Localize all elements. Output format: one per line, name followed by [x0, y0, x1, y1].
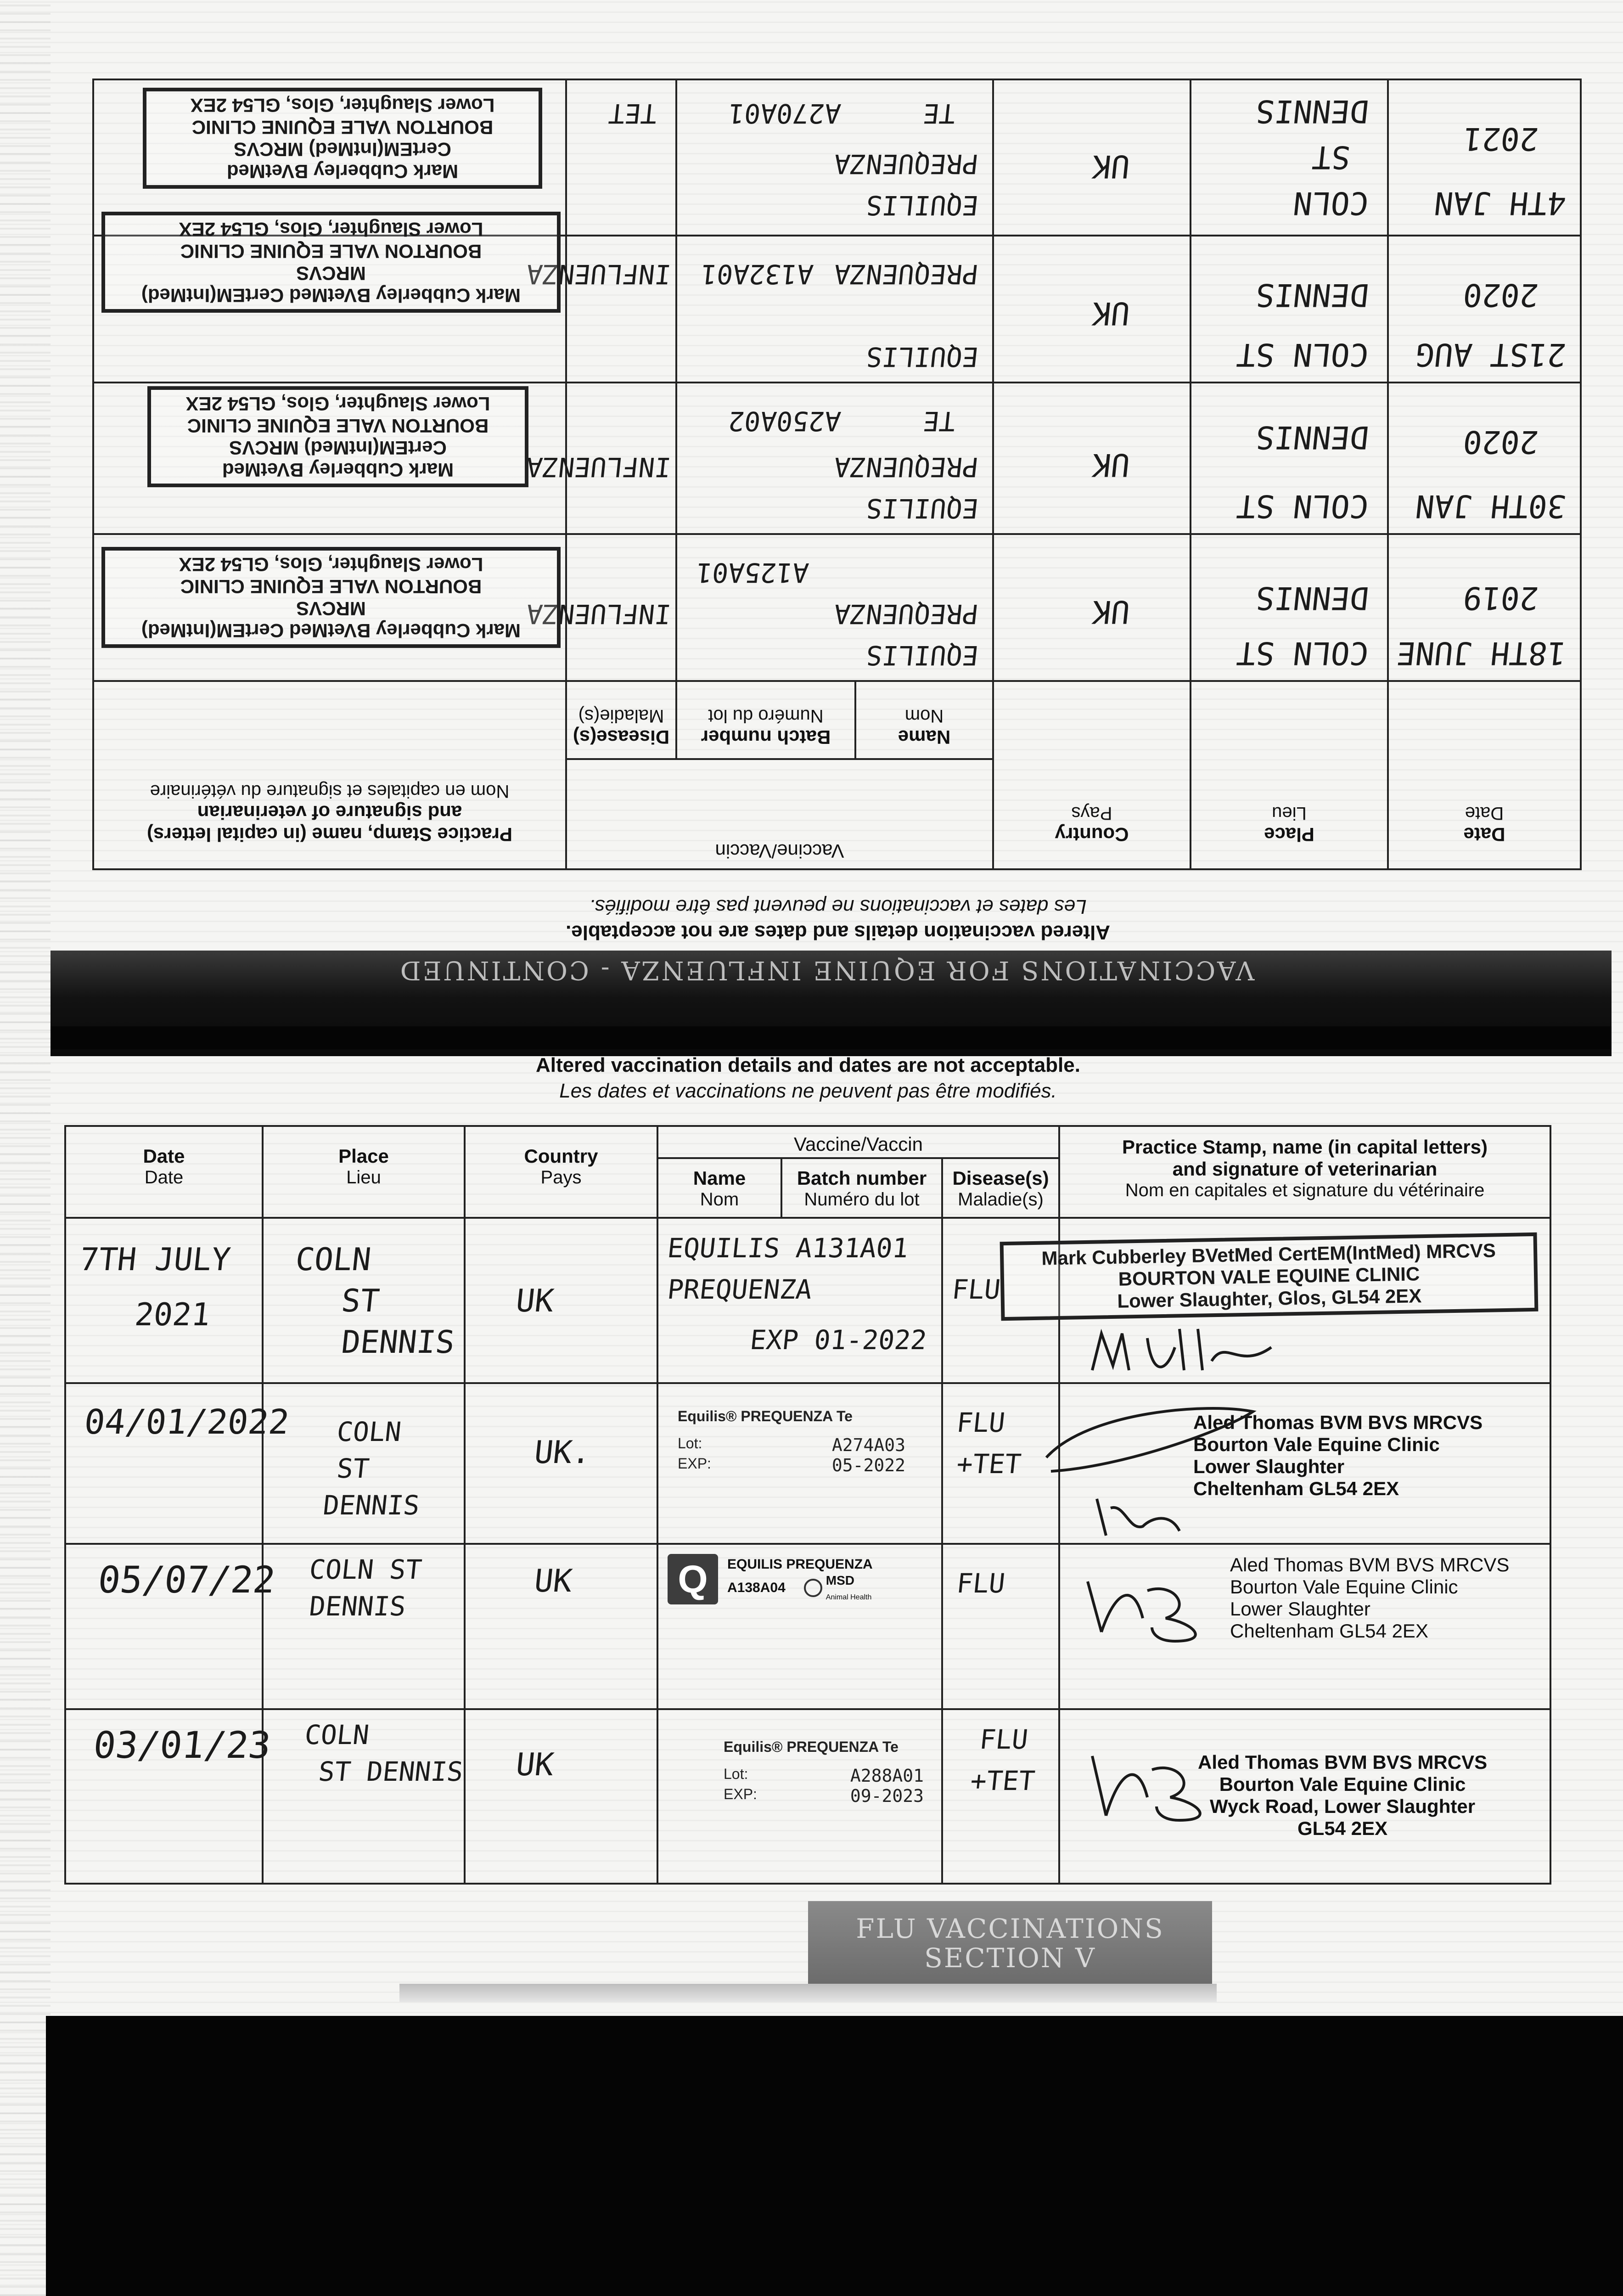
country-cell: UK [993, 79, 1191, 236]
vaccine-cell [657, 1383, 942, 1544]
header-practice: Practice Stamp, name (in capital letters) and signature of veterinarian Nom en capitales et signature du vétérinaire [1059, 1126, 1550, 1218]
date-cell: 18TH JUNE 2019 [1388, 534, 1581, 681]
top-page [94, 93, 1582, 870]
table-row [93, 236, 1581, 383]
place-cell: COLN ST DENNIS [1191, 383, 1388, 534]
place-cell: COLN ST DENNIS [263, 1544, 465, 1709]
scan-black-area [46, 2016, 1623, 2296]
bottom-vaccination-table [64, 1125, 1551, 1885]
header-disease: Disease(s) Maladie(s) [942, 1158, 1059, 1218]
top-vaccination-table [92, 79, 1582, 870]
header-country: Country Pays [993, 681, 1191, 869]
table-row [93, 534, 1581, 681]
stamp-cell [93, 79, 566, 236]
table-header-row [65, 1126, 1550, 1158]
disease-cell: FLU [942, 1218, 1059, 1383]
place-cell: COLN ST DENNIS [1191, 79, 1388, 236]
msd-logo-icon [804, 1579, 822, 1597]
date-cell: 04/01/2022 [65, 1383, 263, 1544]
header-name: Name Nom [657, 1158, 781, 1218]
table-row [65, 1544, 1550, 1709]
signature [1033, 1393, 1308, 1540]
header-date: Date Date [65, 1126, 263, 1218]
disease-cell: FLU [942, 1544, 1059, 1709]
disease-cell: INFLUENZA [566, 383, 676, 534]
disease-cell: TET [566, 79, 676, 236]
header-country: Country Pays [465, 1126, 657, 1218]
practice-stamp: Mark Cubberley BVetMed CertEM(IntMed) MRCVS BOURTON VALE EQUINE CLINIC Lower Slaughter, Glos, GL54 2EX [101, 212, 561, 313]
stamp-cell [1059, 1709, 1550, 1884]
banner-stripe [51, 1026, 1612, 1049]
date-cell: 03/01/23 [65, 1709, 263, 1884]
stamp-cell [1041, 1218, 1550, 1383]
country-cell: UK [465, 1709, 657, 1884]
vaccine-cell: EQUILIS PREQUENZA A125A01 [676, 534, 993, 681]
table-row [93, 383, 1581, 534]
page-fold-shadow [399, 1984, 1217, 2002]
vet-details: Aled Thomas BVM BVS MRCVS Bourton Vale Equine Clinic Lower Slaughter Cheltenham GL54 2EX [1193, 1412, 1483, 1499]
place-cell: COLN ST DENNIS [263, 1383, 465, 1544]
practice-stamp: Mark Cubberley BVetMed CertEM(IntMed) MRCVS BOURTON VALE EQUINE CLINIC Lower Slaughter, Glos, GL54 2EX [1000, 1232, 1539, 1321]
section-label: FLU VACCINATIONS SECTION V [808, 1901, 1212, 1988]
country-cell: UK [465, 1544, 657, 1709]
header-place: Place Lieu [1191, 681, 1388, 869]
stamp-cell [1059, 1544, 1550, 1709]
stamp-cell [93, 219, 566, 383]
place-cell: COLN ST DENNIS [1191, 534, 1388, 681]
table-header-row [93, 759, 1581, 869]
header-batch: Batch number Numéro du lot [781, 1158, 942, 1218]
vaccine-cell [657, 1709, 942, 1884]
vet-details: Aled Thomas BVM BVS MRCVS Bourton Vale Equine Clinic Wyck Road, Lower Slaughter GL54 2EX [1198, 1751, 1488, 1839]
signature [1074, 1554, 1230, 1646]
table-row [65, 1383, 1550, 1544]
q-logo-icon: Q [668, 1554, 718, 1604]
vaccine-label: Q EQUILIS PREQUENZA A138A04 MSD Animal Health [668, 1554, 873, 1604]
stamp-cell [93, 534, 566, 681]
vaccine-label: Equilis® PREQUENZA Te Lot: A274A03 EXP: 05-2022 [678, 1408, 905, 1475]
page-edge [0, 0, 51, 2296]
header-place: Place Lieu [263, 1126, 465, 1218]
date-cell: 7TH JULY 2021 [65, 1218, 263, 1383]
stamp-cell [1059, 1383, 1550, 1544]
country-cell: UK. [465, 1383, 657, 1544]
date-cell: 30TH JAN 2020 [1388, 383, 1581, 534]
country-cell: UK [465, 1218, 657, 1383]
practice-stamp: Mark Cubberley BVetMed CertEM(IntMed) MRCVS BOURTON VALE EQUINE CLINIC Lower Slaughter, Glos, GL54 2EX [101, 547, 561, 648]
stamp-cell [93, 383, 566, 534]
date-cell: 05/07/22 [65, 1544, 263, 1709]
practice-stamp: Mark Cubberley BVetMed CertEM(IntMed) MRCVS BOURTON VALE EQUINE CLINIC Lower Slaughter, Glos, GL54 2EX [143, 88, 542, 189]
country-cell: UK [993, 236, 1191, 383]
header-date: Date Date [1388, 681, 1581, 869]
header-disease: Disease(s) Maladie(s) [566, 681, 676, 759]
disease-cell: INFLUENZA [566, 236, 676, 383]
banner-title: VACCINATIONS FOR EQUINE INFLUENZA - CONTINUED [398, 955, 1255, 985]
place-cell: COLN ST DENNIS [263, 1709, 465, 1884]
header-vaccine: Vaccine/Vaccin [566, 759, 993, 869]
header-name: Name Nom [855, 681, 993, 759]
signature [1088, 1320, 1299, 1384]
practice-stamp: Mark Cubberley BVetMed CertEM(IntMed) MRCVS BOURTON VALE EQUINE CLINIC Lower Slaughter, Glos, GL54 2EX [147, 386, 528, 487]
table-row [65, 1218, 1550, 1383]
place-cell: COLN ST DENNIS [263, 1218, 465, 1383]
disease-cell: FLU +TET [942, 1383, 1059, 1544]
place-cell: COLN ST DENNIS [1191, 236, 1388, 383]
vaccine-cell [657, 1544, 942, 1709]
top-page-notice: Altered vaccination details and dates are not acceptable. Les dates et vaccinations ne peuvent pas être modifiés. [566, 895, 1110, 944]
vaccine-cell: EQUILIS PREQUENZA A132A01 [676, 236, 993, 383]
signature [1078, 1728, 1235, 1829]
vaccine-cell: EQUILIS PREQUENZA TE A250A02 [676, 383, 993, 534]
disease-cell: FLU +TET [942, 1709, 1059, 1884]
table-row [93, 79, 1581, 236]
vet-details: Aled Thomas BVM BVS MRCVS Bourton Vale Equine Clinic Lower Slaughter Cheltenham GL54 2EX [1230, 1554, 1510, 1642]
disease-cell: INFLUENZA [566, 534, 676, 681]
bottom-page-notice: Altered vaccination details and dates are not acceptable. Les dates et vaccinations ne peuvent pas être modifiés. [536, 1054, 1080, 1102]
date-cell: 4TH JAN 2021 [1388, 79, 1581, 236]
country-cell: UK [993, 534, 1191, 681]
header-vaccine: Vaccine/Vaccin [657, 1126, 1059, 1158]
vaccine-cell: EQUILIS A131A01 PREQUENZA EXP 01-2022 [657, 1218, 942, 1383]
header-batch: Batch number Numéro du lot [676, 681, 855, 759]
date-cell: 21ST AUG 2020 [1388, 236, 1581, 383]
vaccine-cell: EQUILIS PREQUENZA TE A270A01 [676, 79, 993, 236]
header-practice: Practice Stamp, name (in capital letters) and signature of veterinarian Nom en capitales et signature du vétérinaire [93, 681, 566, 869]
country-cell: UK [993, 383, 1191, 534]
msd-logo: MSD Animal Health [804, 1573, 872, 1603]
vaccine-label: Equilis® PREQUENZA Te Lot: A288A01 EXP: 09-2023 [724, 1739, 924, 1806]
table-row [65, 1709, 1550, 1884]
